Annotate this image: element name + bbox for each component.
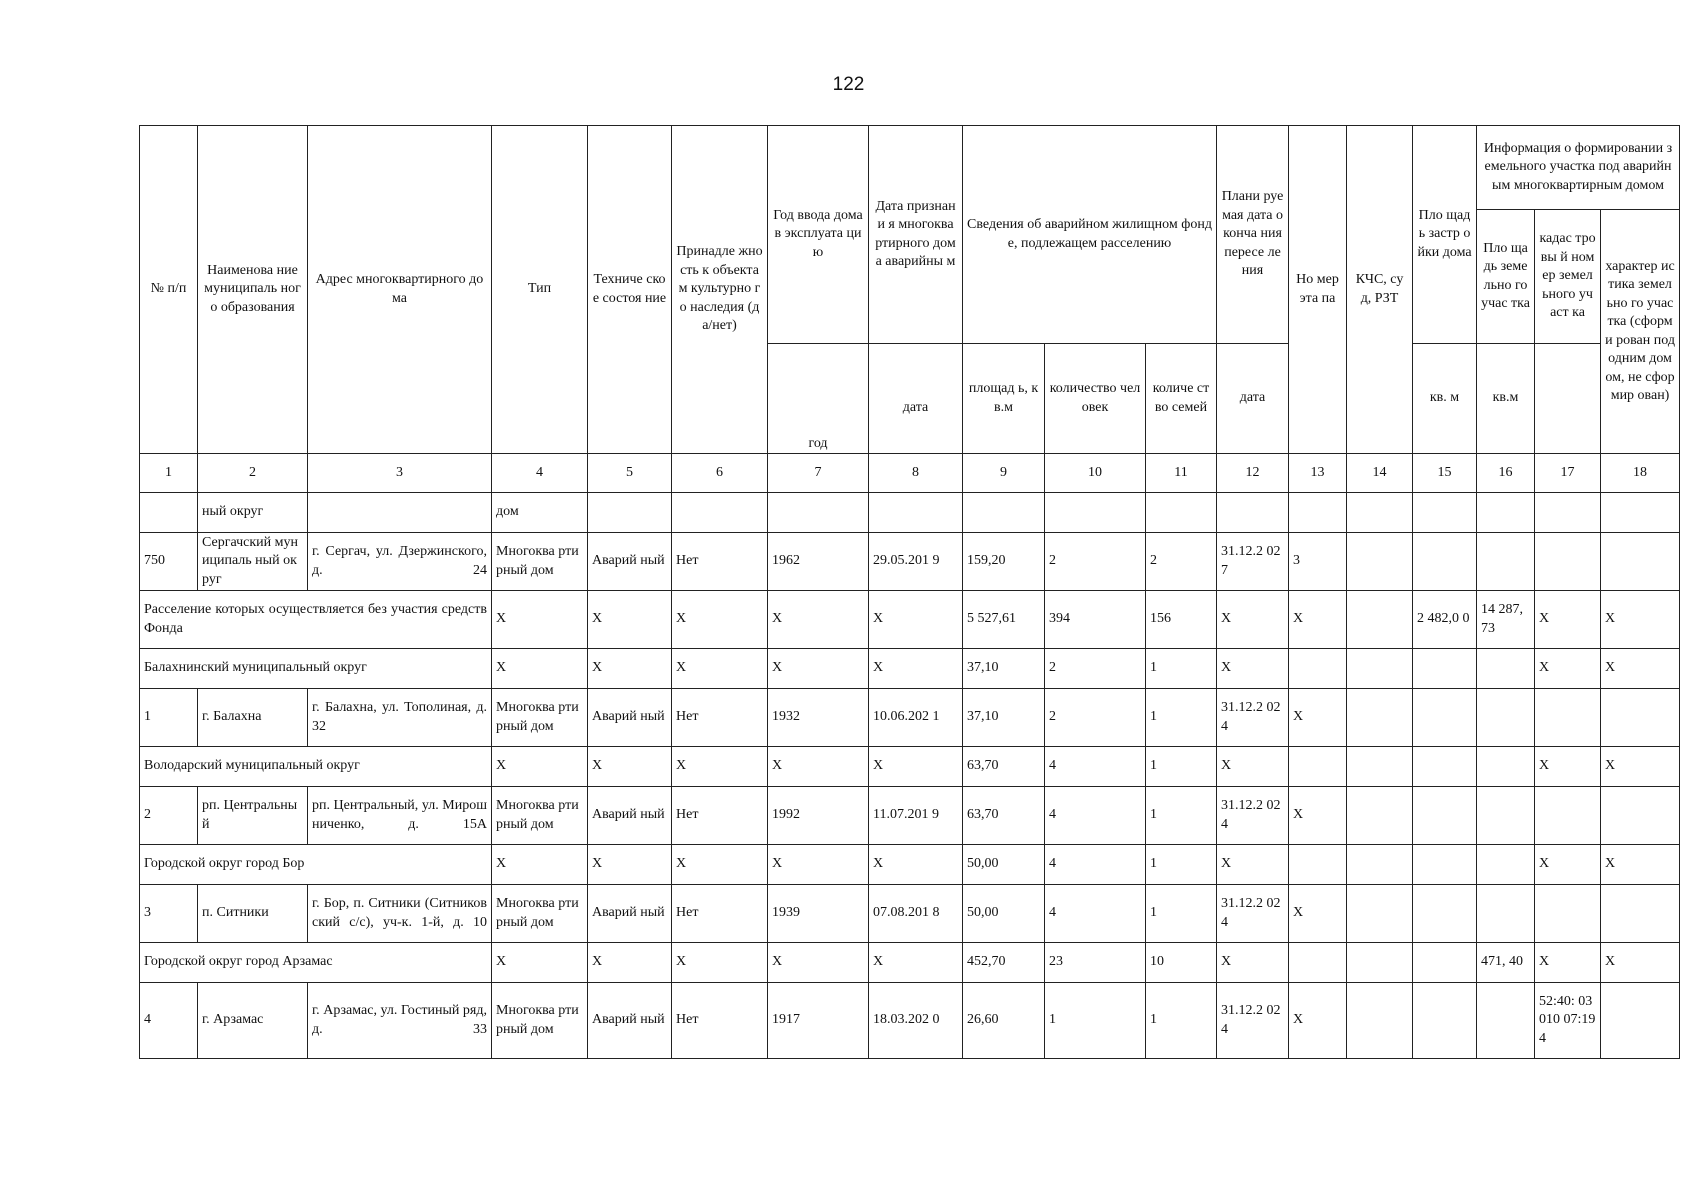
cell-families: 156 bbox=[1146, 591, 1217, 649]
cell-municipality: ный округ bbox=[198, 493, 308, 533]
cell-land-characteristic: Х bbox=[1601, 943, 1680, 983]
column-number: 13 bbox=[1289, 454, 1347, 493]
cell-type: Многоква ртирный дом bbox=[492, 787, 588, 845]
cell-planned-date: 31.12.2 024 bbox=[1217, 885, 1289, 943]
cell-area: 37,10 bbox=[963, 689, 1045, 747]
column-number: 16 bbox=[1477, 454, 1535, 493]
cell-area: 37,10 bbox=[963, 649, 1045, 689]
cell-commission-year: 1917 bbox=[768, 983, 869, 1059]
cell-stage: Х bbox=[1289, 983, 1347, 1059]
summary-label: Балахнинский муниципальный округ bbox=[140, 649, 492, 689]
cell-technical-state: Х bbox=[588, 649, 672, 689]
cell-municipality: Сергачский муниципаль ный округ bbox=[198, 533, 308, 591]
header-unit-people: количество человек bbox=[1045, 344, 1146, 454]
cell-cultural-heritage: Х bbox=[672, 649, 768, 689]
cell-land-characteristic: Х bbox=[1601, 845, 1680, 885]
cell-commission-year: 1992 bbox=[768, 787, 869, 845]
header-unit-families: количе ство семей bbox=[1146, 344, 1217, 454]
header-unit-year: год bbox=[768, 344, 869, 454]
cell-families: 10 bbox=[1146, 943, 1217, 983]
cell-type: Многоква ртирный дом bbox=[492, 533, 588, 591]
cell-commission-year: Х bbox=[768, 649, 869, 689]
cell-land-characteristic: Х bbox=[1601, 747, 1680, 787]
header-land-characteristic: характер истика земельно го участка (сформи рован под одним домом, не сформир ован) bbox=[1601, 210, 1680, 454]
cell-commission-year: Х bbox=[768, 845, 869, 885]
cell-address: г. Бор, п. Ситники (Ситниковский с/с), уч-к. 1-й, д. 10 bbox=[308, 885, 492, 943]
column-number: 4 bbox=[492, 454, 588, 493]
table-row bbox=[140, 983, 1680, 1059]
column-number: 6 bbox=[672, 454, 768, 493]
cell-planned-date: Х bbox=[1217, 591, 1289, 649]
cell-people: 4 bbox=[1045, 845, 1146, 885]
summary-label: Городской округ город Бор bbox=[140, 845, 492, 885]
column-number: 2 bbox=[198, 454, 308, 493]
cell-municipality: п. Ситники bbox=[198, 885, 308, 943]
cell-technical-state: Аварий ный bbox=[588, 983, 672, 1059]
header-row-1 bbox=[140, 126, 1680, 210]
summary-row bbox=[140, 747, 1680, 787]
cell-families: 2 bbox=[1146, 533, 1217, 591]
cell-families: 1 bbox=[1146, 885, 1217, 943]
cell-emergency-date: 11.07.201 9 bbox=[869, 787, 963, 845]
cell-stage: Х bbox=[1289, 689, 1347, 747]
cell-area: 50,00 bbox=[963, 845, 1045, 885]
cell-planned-date: 31.12.2 024 bbox=[1217, 689, 1289, 747]
cell-families: 1 bbox=[1146, 787, 1217, 845]
cell-planned-date: 31.12.2 024 bbox=[1217, 983, 1289, 1059]
cell-cultural-heritage: Х bbox=[672, 845, 768, 885]
cell-area: 159,20 bbox=[963, 533, 1045, 591]
cell-stage: Х bbox=[1289, 787, 1347, 845]
cell-cadastral-number: Х bbox=[1535, 591, 1601, 649]
cell-cultural-heritage: Нет bbox=[672, 787, 768, 845]
cell-area: 63,70 bbox=[963, 747, 1045, 787]
cell-type: Многоква ртирный дом bbox=[492, 983, 588, 1059]
cell-type: Х bbox=[492, 747, 588, 787]
header-commission-year: Год ввода дома в эксплуата цию bbox=[768, 126, 869, 344]
cell-cultural-heritage: Нет bbox=[672, 533, 768, 591]
column-number: 18 bbox=[1601, 454, 1680, 493]
cell-emergency-date: 29.05.201 9 bbox=[869, 533, 963, 591]
cell-people: 4 bbox=[1045, 787, 1146, 845]
header-building-area: Пло щадь застр ойки дома bbox=[1413, 126, 1477, 344]
cell-technical-state: Х bbox=[588, 845, 672, 885]
header-emergency-date: Дата признани я многоква ртирного дома аварийны м bbox=[869, 126, 963, 344]
cell-type: Х bbox=[492, 943, 588, 983]
header-planned-date: Плани руемая дата оконча ния пересе ления bbox=[1217, 126, 1289, 344]
header-unit-date: дата bbox=[869, 344, 963, 454]
column-number: 11 bbox=[1146, 454, 1217, 493]
cell-number: 750 bbox=[140, 533, 198, 591]
cell-emergency-date: Х bbox=[869, 591, 963, 649]
header-unit-area: площад ь, кв.м bbox=[963, 344, 1045, 454]
cell-people: 2 bbox=[1045, 689, 1146, 747]
cell-emergency-date: Х bbox=[869, 747, 963, 787]
cell-people: 4 bbox=[1045, 747, 1146, 787]
cell-technical-state: Х bbox=[588, 943, 672, 983]
column-number: 7 bbox=[768, 454, 869, 493]
cell-cultural-heritage: Х bbox=[672, 747, 768, 787]
cell-emergency-date: Х bbox=[869, 649, 963, 689]
cell-commission-year: Х bbox=[768, 943, 869, 983]
cell-commission-year: 1932 bbox=[768, 689, 869, 747]
cell-stage: 3 bbox=[1289, 533, 1347, 591]
cell-planned-date: Х bbox=[1217, 747, 1289, 787]
header-land-plot-info: Информация о формировании земельного участка под аварийным многоквартирным домом bbox=[1477, 126, 1680, 210]
cell-technical-state: Х bbox=[588, 747, 672, 787]
summary-label: Городской округ город Арзамас bbox=[140, 943, 492, 983]
summary-label: Володарский муниципальный округ bbox=[140, 747, 492, 787]
cell-address: рп. Центральный, ул. Мирошниченко, д. 15А bbox=[308, 787, 492, 845]
cell-people: 1 bbox=[1045, 983, 1146, 1059]
cell-municipality: г. Арзамас bbox=[198, 983, 308, 1059]
cell-technical-state: Аварий ный bbox=[588, 885, 672, 943]
cell-stage: Х bbox=[1289, 885, 1347, 943]
cell-number: 4 bbox=[140, 983, 198, 1059]
cell-cadastral-number: Х bbox=[1535, 747, 1601, 787]
cell-area: 452,70 bbox=[963, 943, 1045, 983]
cell-address: г. Балахна, ул. Тополиная, д. 32 bbox=[308, 689, 492, 747]
column-number: 14 bbox=[1347, 454, 1413, 493]
column-number: 12 bbox=[1217, 454, 1289, 493]
column-number: 1 bbox=[140, 454, 198, 493]
emergency-housing-table bbox=[139, 125, 1680, 1059]
cell-people: 394 bbox=[1045, 591, 1146, 649]
header-type: Тип bbox=[492, 126, 588, 454]
column-number: 8 bbox=[869, 454, 963, 493]
cell-area: 5 527,61 bbox=[963, 591, 1045, 649]
cell-technical-state: Аварий ный bbox=[588, 533, 672, 591]
header-unit-planned-date: дата bbox=[1217, 344, 1289, 454]
cell-emergency-date: 18.03.202 0 bbox=[869, 983, 963, 1059]
cell-technical-state: Аварий ный bbox=[588, 787, 672, 845]
header-emergency-fund: Сведения об аварийном жилищном фонде, подлежащем расселению bbox=[963, 126, 1217, 344]
cell-planned-date: Х bbox=[1217, 845, 1289, 885]
cell-planned-date: 31.12.2 024 bbox=[1217, 787, 1289, 845]
cell-land-area: 14 287, 73 bbox=[1477, 591, 1535, 649]
cell-families: 1 bbox=[1146, 649, 1217, 689]
header-unit-sqm: кв. м bbox=[1413, 344, 1477, 454]
summary-row bbox=[140, 591, 1680, 649]
cell-families: 1 bbox=[1146, 747, 1217, 787]
cell-area: 26,60 bbox=[963, 983, 1045, 1059]
header-cadastral-number: кадас тровы й номер земел ьного участ ка bbox=[1535, 210, 1601, 344]
header-technical-state: Техниче ское состоя ние bbox=[588, 126, 672, 454]
header-address: Адрес многоквартирного дома bbox=[308, 126, 492, 454]
table-row bbox=[140, 533, 1680, 591]
table-row bbox=[140, 885, 1680, 943]
cell-cultural-heritage: Нет bbox=[672, 689, 768, 747]
header-land-area: Пло щадь земе льно го учас тка bbox=[1477, 210, 1535, 344]
table-row bbox=[140, 689, 1680, 747]
cell-type: Многоква ртирный дом bbox=[492, 689, 588, 747]
cell-type: дом bbox=[492, 493, 588, 533]
cell-cadastral-number: Х bbox=[1535, 943, 1601, 983]
column-number: 15 bbox=[1413, 454, 1477, 493]
header-unit-sqm-land: кв.м bbox=[1477, 344, 1535, 454]
header-number: № п/п bbox=[140, 126, 198, 454]
cell-emergency-date: 10.06.202 1 bbox=[869, 689, 963, 747]
cell-cultural-heritage: Х bbox=[672, 591, 768, 649]
cell-cultural-heritage: Нет bbox=[672, 983, 768, 1059]
header-stage-number: Но мер эта па bbox=[1289, 126, 1347, 454]
cell-number: 1 bbox=[140, 689, 198, 747]
cell-planned-date: Х bbox=[1217, 649, 1289, 689]
cell-number: 3 bbox=[140, 885, 198, 943]
cell-cadastral-number: Х bbox=[1535, 845, 1601, 885]
cell-emergency-date: Х bbox=[869, 845, 963, 885]
column-number: 9 bbox=[963, 454, 1045, 493]
cell-municipality: г. Балахна bbox=[198, 689, 308, 747]
column-number: 5 bbox=[588, 454, 672, 493]
cell-stage: Х bbox=[1289, 591, 1347, 649]
cell-number: 2 bbox=[140, 787, 198, 845]
cell-cultural-heritage: Х bbox=[672, 943, 768, 983]
summary-row bbox=[140, 943, 1680, 983]
cell-emergency-date: Х bbox=[869, 943, 963, 983]
cell-technical-state: Аварий ный bbox=[588, 689, 672, 747]
cell-planned-date: 31.12.2 027 bbox=[1217, 533, 1289, 591]
cell-families: 1 bbox=[1146, 983, 1217, 1059]
cell-type: Х bbox=[492, 845, 588, 885]
cell-cadastral-number: 52:40: 03010 07:19 4 bbox=[1535, 983, 1601, 1059]
cell-address: г. Арзамас, ул. Гостиный ряд, д. 33 bbox=[308, 983, 492, 1059]
cell-type: Многоква ртирный дом bbox=[492, 885, 588, 943]
cell-area: 63,70 bbox=[963, 787, 1045, 845]
cell-land-characteristic: Х bbox=[1601, 591, 1680, 649]
cell-building-area: 2 482,0 0 bbox=[1413, 591, 1477, 649]
continuation-row bbox=[140, 493, 1680, 533]
cell-people: 2 bbox=[1045, 649, 1146, 689]
cell-people: 2 bbox=[1045, 533, 1146, 591]
cell-address: г. Сергач, ул. Дзержинского, д. 24 bbox=[308, 533, 492, 591]
column-number: 10 bbox=[1045, 454, 1146, 493]
cell-area: 50,00 bbox=[963, 885, 1045, 943]
cell-type: Х bbox=[492, 649, 588, 689]
header-municipality: Наименова ние муниципаль ного образования bbox=[198, 126, 308, 454]
summary-row bbox=[140, 845, 1680, 885]
cell-municipality: рп. Центральны й bbox=[198, 787, 308, 845]
summary-row bbox=[140, 649, 1680, 689]
cell-commission-year: 1962 bbox=[768, 533, 869, 591]
cell-people: 4 bbox=[1045, 885, 1146, 943]
table-row bbox=[140, 787, 1680, 845]
cell-families: 1 bbox=[1146, 689, 1217, 747]
column-number: 3 bbox=[308, 454, 492, 493]
cell-cadastral-number: Х bbox=[1535, 649, 1601, 689]
column-number-row bbox=[140, 454, 1680, 493]
header-cultural-heritage: Принадле жность к объектам культурно го наследия (да/нет) bbox=[672, 126, 768, 454]
cell-technical-state: Х bbox=[588, 591, 672, 649]
cell-emergency-date: 07.08.201 8 bbox=[869, 885, 963, 943]
cell-commission-year: 1939 bbox=[768, 885, 869, 943]
cell-people: 23 bbox=[1045, 943, 1146, 983]
page-number: 122 bbox=[832, 74, 865, 95]
cell-land-area: 471, 40 bbox=[1477, 943, 1535, 983]
cell-land-characteristic: Х bbox=[1601, 649, 1680, 689]
cell-commission-year: Х bbox=[768, 591, 869, 649]
cell-cultural-heritage: Нет bbox=[672, 885, 768, 943]
cell-type: Х bbox=[492, 591, 588, 649]
header-kchs: КЧС, суд, РЗТ bbox=[1347, 126, 1413, 454]
cell-commission-year: Х bbox=[768, 747, 869, 787]
cell-planned-date: Х bbox=[1217, 943, 1289, 983]
summary-label: Расселение которых осуществляется без участия средств Фонда bbox=[140, 591, 492, 649]
cell-families: 1 bbox=[1146, 845, 1217, 885]
column-number: 17 bbox=[1535, 454, 1601, 493]
